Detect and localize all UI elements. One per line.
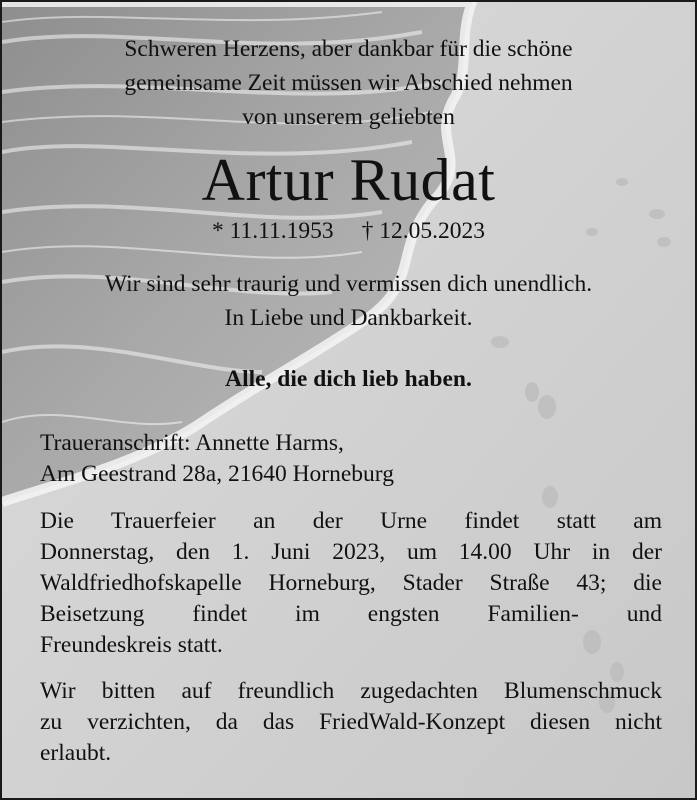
funeral-line: Die Trauerfeier an der Urne findet statt am bbox=[40, 508, 662, 534]
deceased-name: Artur Rudat bbox=[201, 147, 496, 213]
mourning-address bbox=[40, 428, 662, 490]
funeral-line: Donnerstag, den 1. Juni 2023, um 14.00 Uhr in der bbox=[40, 539, 662, 565]
birth-date: * 11.11.1953 bbox=[211, 218, 334, 244]
intro-text bbox=[2, 32, 695, 134]
address-line: Am Geestrand 28a, 21640 Horneburg bbox=[40, 461, 394, 487]
funeral-details bbox=[40, 506, 662, 661]
address-line: Traueranschrift: Annette Harms, bbox=[40, 430, 344, 456]
death-date: † 12.05.2023 bbox=[361, 218, 485, 244]
funeral-line: Waldfriedhofskapelle Horneburg, Stader Straße 43; die bbox=[40, 570, 662, 596]
intro-line: von unserem geliebten bbox=[242, 104, 455, 130]
signature: Alle, die dich lieb haben. bbox=[225, 366, 472, 392]
funeral-line: Freundeskreis statt. bbox=[40, 632, 223, 658]
life-dates bbox=[2, 214, 695, 248]
message-line: In Liebe und Dankbarkeit. bbox=[224, 305, 473, 331]
request-line: erlaubt. bbox=[40, 740, 112, 766]
message-line: Wir sind sehr traurig und vermissen dich unendlich. bbox=[104, 271, 593, 297]
condolence-message bbox=[2, 267, 695, 335]
intro-line: Schweren Herzens, aber dankbar für die schöne bbox=[124, 36, 573, 62]
flower-request bbox=[40, 676, 662, 769]
intro-line: gemeinsame Zeit müssen wir Abschied nehmen bbox=[124, 70, 573, 96]
request-line: Wir bitten auf freundlich zugedachten Blumenschmuck bbox=[40, 678, 662, 704]
funeral-line: Beisetzung findet im engsten Familien- und bbox=[40, 601, 662, 627]
request-line: zu verzichten, da das FriedWald-Konzept diesen nicht bbox=[40, 709, 662, 735]
